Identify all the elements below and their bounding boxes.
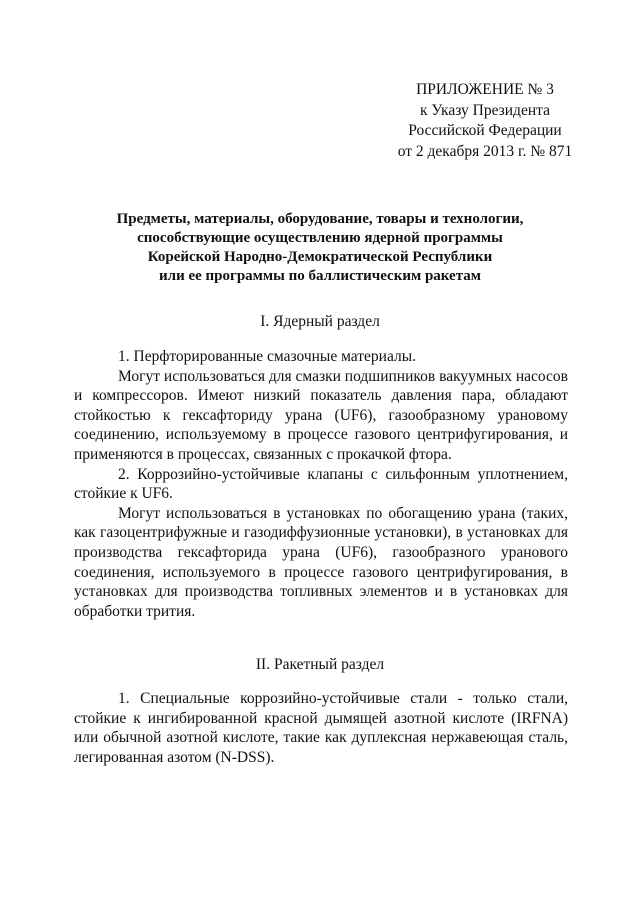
appendix-number: ПРИЛОЖЕНИЕ № 3 <box>416 81 554 98</box>
paragraph: Могут использоваться в установках по обогащению урана (таких, как газоцентрифужные и газодиффузионные установки), в установках для производства гексафторида урана (UF6), газообразного уранового соединения, используемого в процессе газового центрифугирования, в установках для производства топливных элементов и в установках для обработки трития. <box>74 504 568 620</box>
paragraph: 2. Коррозийно-устойчивые клапаны с сильфонным уплотнением, стойкие к UF6. <box>74 465 568 503</box>
paragraph: 1. Перфторированные смазочные материалы. <box>118 348 417 365</box>
section-body-missile <box>74 689 568 767</box>
document-title <box>60 210 580 286</box>
title-line-1: Предметы, материалы, оборудование, товары и технологии, <box>116 211 524 227</box>
appendix-decree: к Указу Президента <box>420 101 550 119</box>
paragraph: 1. Специальные коррозийно-устойчивые стали - только стали, стойкие к ингибированной красной дымящей азотной кислоте (IRFNA) или обычной азотной кислоте, такие как дуплексная нержавеющая сталь, легированная азотом (N-DSS). <box>74 690 568 766</box>
title-line-4: или ее программы по баллистическим ракетам <box>159 268 481 284</box>
section-heading-nuclear: I. Ядерный раздел <box>260 313 380 330</box>
section-body-nuclear <box>74 347 568 621</box>
appendix-date: от 2 декабря 2013 г. № 871 <box>397 142 573 160</box>
title-line-3: Корейской Народно-Демократической Республики <box>147 249 493 265</box>
appendix-header <box>370 80 600 162</box>
section-heading-missile: II. Ракетный раздел <box>255 656 385 673</box>
appendix-country: Российской Федерации <box>408 122 562 139</box>
paragraph: Могут использоваться для смазки подшипников вакуумных насосов и компрессоров. Имеют низкий показатель давления пара, обладают стойкостью к гексафториду урана (UF6), газообразному урановому соединению, используемому в процессе газового центрифугирования, и применяются в процессах, связанных с прокачкой фтора. <box>74 367 568 463</box>
title-line-2: способствующие осуществлению ядерной программы <box>137 230 503 246</box>
